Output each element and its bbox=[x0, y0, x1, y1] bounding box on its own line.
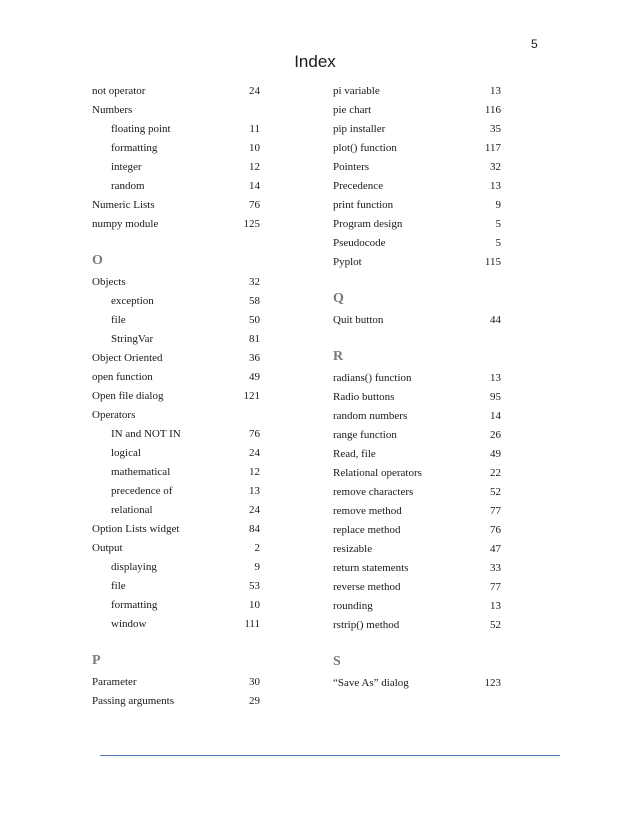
index-page-number: 117 bbox=[484, 142, 501, 154]
index-term: range function bbox=[333, 429, 397, 441]
index-term: formatting bbox=[111, 142, 158, 154]
index-entry bbox=[92, 82, 260, 101]
index-page-number: 58 bbox=[249, 295, 260, 307]
section-letter-q: Q bbox=[333, 291, 344, 306]
index-term: mathematical bbox=[111, 466, 171, 478]
index-entry bbox=[333, 234, 501, 253]
index-term: Numeric Lists bbox=[92, 199, 155, 211]
index-term: exception bbox=[111, 295, 154, 307]
index-page-number: 12 bbox=[249, 161, 260, 173]
index-term: Pointers bbox=[333, 161, 370, 173]
index-entry bbox=[333, 253, 501, 272]
index-page-number: 111 bbox=[244, 618, 260, 630]
index-term: replace method bbox=[333, 524, 401, 536]
index-subentry bbox=[92, 444, 260, 463]
index-term: return statements bbox=[333, 562, 409, 574]
index-page-number: 14 bbox=[490, 410, 501, 422]
index-page-number: 44 bbox=[490, 314, 501, 326]
index-term: displaying bbox=[111, 561, 157, 573]
index-page-number: 36 bbox=[249, 352, 260, 364]
index-term: Quit button bbox=[333, 314, 384, 326]
index-entry bbox=[333, 120, 501, 139]
index-term: Open file dialog bbox=[92, 390, 164, 402]
index-term: “Save As” dialog bbox=[333, 677, 409, 689]
index-page-number: 121 bbox=[243, 390, 260, 402]
index-page-number: 11 bbox=[249, 123, 260, 135]
index-page-number: 29 bbox=[249, 695, 260, 707]
index-column-right bbox=[333, 82, 501, 693]
index-term: Objects bbox=[92, 276, 126, 288]
index-page-number: 9 bbox=[495, 199, 501, 211]
index-page-number: 84 bbox=[249, 523, 260, 535]
index-page-number: 49 bbox=[490, 448, 501, 460]
index-page-number: 33 bbox=[490, 562, 501, 574]
index-term: pie chart bbox=[333, 104, 372, 116]
index-term: resizable bbox=[333, 543, 373, 555]
index-term: Radio buttons bbox=[333, 391, 395, 403]
index-page-number: 47 bbox=[490, 543, 501, 555]
index-entry bbox=[333, 502, 501, 521]
index-entry bbox=[92, 349, 260, 368]
index-page-number: 81 bbox=[249, 333, 260, 345]
section-letter-o: O bbox=[92, 253, 103, 268]
index-term: Pyplot bbox=[333, 256, 362, 268]
index-subentry bbox=[92, 330, 260, 349]
index-term: rounding bbox=[333, 600, 373, 612]
index-entry bbox=[92, 673, 260, 692]
index-term: relational bbox=[111, 504, 153, 516]
index-subentry bbox=[92, 482, 260, 501]
index-term: Option Lists widget bbox=[92, 523, 180, 535]
index-term: radians() function bbox=[333, 372, 412, 384]
index-page-number: 24 bbox=[249, 447, 260, 459]
index-entry bbox=[333, 597, 501, 616]
index-term: Output bbox=[92, 542, 123, 554]
index-term: logical bbox=[111, 447, 141, 459]
index-page-number: 24 bbox=[249, 85, 260, 97]
index-term: Program design bbox=[333, 218, 403, 230]
index-term: pip installer bbox=[333, 123, 386, 135]
index-term: random numbers bbox=[333, 410, 408, 422]
index-term: random bbox=[111, 180, 145, 192]
index-page-number: 77 bbox=[490, 505, 501, 517]
index-entry bbox=[92, 520, 260, 539]
index-page-number: 12 bbox=[249, 466, 260, 478]
index-subentry bbox=[92, 558, 260, 577]
index-entry bbox=[333, 445, 501, 464]
index-subentry bbox=[92, 311, 260, 330]
index-term: StringVar bbox=[111, 333, 154, 345]
index-term: file bbox=[111, 580, 126, 592]
index-subentry bbox=[92, 463, 260, 482]
index-page-number: 14 bbox=[249, 180, 260, 192]
index-term: plot() function bbox=[333, 142, 397, 154]
index-page-number: 10 bbox=[249, 599, 260, 611]
index-term: numpy module bbox=[92, 218, 159, 230]
index-page-number: 24 bbox=[249, 504, 260, 516]
index-entry bbox=[333, 82, 501, 101]
index-subentry bbox=[92, 425, 260, 444]
index-term: remove characters bbox=[333, 486, 414, 498]
index-page-number: 13 bbox=[490, 372, 501, 384]
index-entry bbox=[333, 101, 501, 120]
index-term: Operators bbox=[92, 409, 136, 421]
index-page-number: 123 bbox=[484, 677, 501, 689]
index-page-number: 13 bbox=[249, 485, 260, 497]
index-page-number: 5 bbox=[495, 237, 501, 249]
section-letter-r: R bbox=[333, 349, 344, 364]
index-entry bbox=[92, 215, 260, 234]
index-page-number: 10 bbox=[249, 142, 260, 154]
index-page-number: 115 bbox=[484, 256, 501, 268]
index-term: open function bbox=[92, 371, 153, 383]
index-term: rstrip() method bbox=[333, 619, 400, 631]
index-entry bbox=[333, 483, 501, 502]
index-term: Parameter bbox=[92, 676, 137, 688]
index-entry bbox=[92, 101, 260, 120]
index-entry bbox=[333, 311, 501, 330]
index-term: formatting bbox=[111, 599, 158, 611]
index-entry bbox=[333, 674, 501, 693]
index-term: Relational operators bbox=[333, 467, 422, 479]
index-term: IN and NOT IN bbox=[111, 428, 181, 440]
index-term: floating point bbox=[111, 123, 171, 135]
index-entry bbox=[333, 388, 501, 407]
index-page-number: 13 bbox=[490, 85, 501, 97]
index-term: integer bbox=[111, 161, 142, 173]
index-subentry bbox=[92, 292, 260, 311]
index-entry bbox=[333, 521, 501, 540]
index-entry bbox=[92, 692, 260, 711]
index-entry bbox=[333, 426, 501, 445]
index-entry bbox=[92, 539, 260, 558]
index-entry bbox=[333, 215, 501, 234]
index-page-number: 52 bbox=[490, 619, 501, 631]
index-page-number: 13 bbox=[490, 180, 501, 192]
index-page-number: 22 bbox=[490, 467, 501, 479]
index-page-number: 9 bbox=[254, 561, 260, 573]
page-title: Index bbox=[294, 52, 336, 71]
index-entry bbox=[333, 177, 501, 196]
index-page-number: 2 bbox=[254, 542, 260, 554]
index-page-number: 30 bbox=[249, 676, 260, 688]
index-page-number: 116 bbox=[484, 104, 501, 116]
index-page-number: 35 bbox=[490, 123, 501, 135]
index-term: not operator bbox=[92, 85, 146, 97]
index-page-number: 26 bbox=[490, 429, 501, 441]
index-term: Pseudocode bbox=[333, 237, 386, 249]
index-page-number: 13 bbox=[490, 600, 501, 612]
index-page-number: 50 bbox=[249, 314, 260, 326]
index-entry bbox=[333, 369, 501, 388]
index-page-number: 76 bbox=[490, 524, 501, 536]
index-page-number: 32 bbox=[490, 161, 501, 173]
index-entry bbox=[333, 578, 501, 597]
index-page-number: 49 bbox=[249, 371, 260, 383]
index-page-number: 76 bbox=[249, 199, 260, 211]
footer-rule bbox=[100, 755, 560, 756]
index-subentry bbox=[92, 177, 260, 196]
section-letter-s: S bbox=[333, 654, 341, 669]
page-number: 5 bbox=[531, 37, 538, 51]
index-entry bbox=[333, 196, 501, 215]
index-page-number: 52 bbox=[490, 486, 501, 498]
index-column-left bbox=[92, 82, 260, 711]
index-entry bbox=[92, 368, 260, 387]
index-entry bbox=[333, 407, 501, 426]
index-entry bbox=[92, 387, 260, 406]
index-subentry bbox=[92, 596, 260, 615]
index-term: file bbox=[111, 314, 126, 326]
index-entry bbox=[92, 196, 260, 215]
index-page-number: 95 bbox=[490, 391, 501, 403]
index-entry bbox=[92, 406, 260, 425]
index-term: print function bbox=[333, 199, 394, 211]
index-term: Precedence bbox=[333, 180, 384, 192]
index-subentry bbox=[92, 577, 260, 596]
index-entry bbox=[92, 273, 260, 292]
index-term: Object Oriented bbox=[92, 352, 163, 364]
index-subentry bbox=[92, 139, 260, 158]
index-term: Read, file bbox=[333, 448, 376, 460]
index-term: precedence of bbox=[111, 485, 173, 497]
index-entry bbox=[333, 540, 501, 559]
index-term: remove method bbox=[333, 505, 402, 517]
index-page-number: 77 bbox=[490, 581, 501, 593]
index-entry bbox=[333, 158, 501, 177]
index-term: reverse method bbox=[333, 581, 401, 593]
index-entry bbox=[333, 139, 501, 158]
index-term: Passing arguments bbox=[92, 695, 174, 707]
index-subentry bbox=[92, 501, 260, 520]
index-page-number: 76 bbox=[249, 428, 260, 440]
index-subentry bbox=[92, 615, 260, 634]
index-entry bbox=[333, 616, 501, 635]
index-entry bbox=[333, 464, 501, 483]
index-term: Numbers bbox=[92, 104, 133, 116]
index-page-number: 125 bbox=[243, 218, 260, 230]
index-page-number: 32 bbox=[249, 276, 260, 288]
index-page-number: 5 bbox=[495, 218, 501, 230]
section-letter-p: P bbox=[92, 653, 101, 668]
index-subentry bbox=[92, 158, 260, 177]
index-term: window bbox=[111, 618, 147, 630]
index-subentry bbox=[92, 120, 260, 139]
index-entry bbox=[333, 559, 501, 578]
index-term: pi variable bbox=[333, 85, 380, 97]
index-page-number: 53 bbox=[249, 580, 260, 592]
